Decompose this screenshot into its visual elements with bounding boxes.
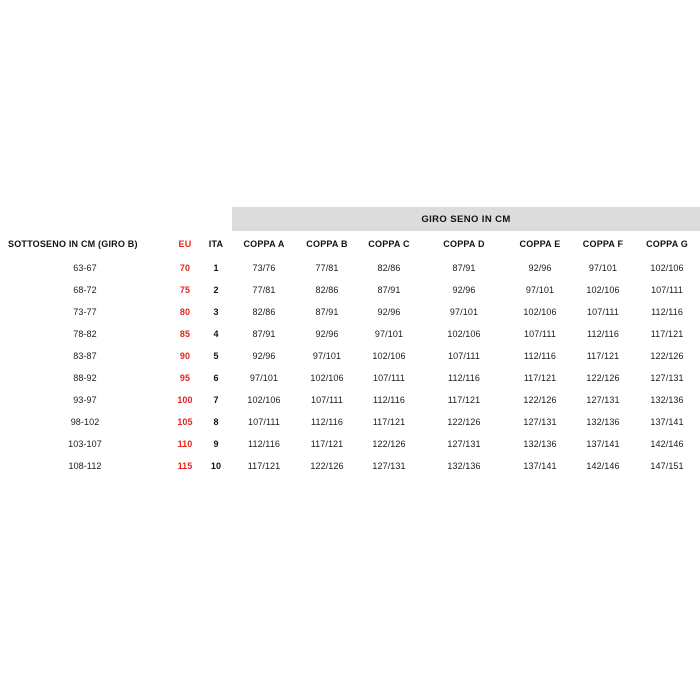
table-row: [0, 345, 700, 367]
cell-eu: 85: [179, 329, 191, 339]
cell-coppa-d: 107/111: [448, 351, 480, 361]
cell-coppa-a: 97/101: [249, 373, 279, 383]
cell-coppa-e: 97/101: [525, 285, 555, 295]
cell-coppa-c: 127/131: [372, 461, 406, 471]
cell-sottoseno: 73-77: [73, 307, 97, 317]
cell-coppa-f: 127/131: [586, 395, 620, 405]
banner-spacer: [0, 207, 232, 231]
cell-sottoseno: 83-87: [73, 351, 97, 361]
cell-coppa-c: 97/101: [374, 329, 404, 339]
cell-coppa-g: 127/131: [650, 373, 684, 383]
cell-eu: 75: [179, 285, 191, 295]
cell-ita: 10: [210, 461, 222, 471]
cell-coppa-g: 117/121: [650, 329, 684, 339]
cell-sottoseno: 63-67: [73, 263, 97, 273]
cell-eu: 90: [179, 351, 191, 361]
cell-coppa-a: 82/86: [252, 307, 276, 317]
cell-eu: 100: [177, 395, 193, 405]
cell-coppa-b: 87/91: [315, 307, 339, 317]
cell-coppa-g: 142/146: [650, 439, 684, 449]
cell-coppa-e: 117/121: [523, 373, 557, 383]
table-row: [0, 301, 700, 323]
table-row: [0, 257, 700, 279]
cell-coppa-b: 102/106: [310, 373, 344, 383]
header-coppa-d: COPPA D: [443, 239, 485, 249]
cell-eu: 115: [177, 461, 193, 471]
cell-ita: 2: [213, 285, 219, 295]
cell-coppa-b: 82/86: [315, 285, 339, 295]
table-row: [0, 279, 700, 301]
cell-coppa-d: 97/101: [449, 307, 479, 317]
cell-ita: 1: [213, 263, 219, 273]
cell-coppa-c: 107/111: [373, 373, 405, 383]
cell-coppa-d: 102/106: [447, 329, 481, 339]
cell-coppa-g: 147/151: [650, 461, 684, 471]
header-row: [0, 231, 700, 257]
cell-coppa-c: 102/106: [372, 351, 406, 361]
cell-coppa-e: 92/96: [528, 263, 552, 273]
cell-coppa-b: 112/116: [311, 417, 343, 427]
cell-coppa-a: 112/116: [248, 439, 280, 449]
cell-coppa-b: 77/81: [315, 263, 339, 273]
banner-giro-seno: GIRO SENO IN CM: [232, 207, 700, 231]
cell-ita: 6: [213, 373, 219, 383]
cell-eu: 80: [179, 307, 191, 317]
cell-coppa-a: 107/111: [248, 417, 280, 427]
cell-coppa-c: 92/96: [377, 307, 401, 317]
cell-coppa-g: 112/116: [651, 307, 683, 317]
cell-coppa-c: 112/116: [373, 395, 405, 405]
cell-coppa-f: 137/141: [586, 439, 620, 449]
cell-ita: 8: [213, 417, 219, 427]
cell-coppa-f: 97/101: [588, 263, 618, 273]
cell-coppa-d: 92/96: [452, 285, 476, 295]
cell-sottoseno: 78-82: [73, 329, 97, 339]
cell-coppa-a: 87/91: [252, 329, 276, 339]
header-coppa-a: COPPA A: [243, 239, 285, 249]
size-chart-table: [0, 207, 700, 477]
cell-coppa-e: 137/141: [523, 461, 557, 471]
header-coppa-c: COPPA C: [368, 239, 410, 249]
cell-coppa-b: 97/101: [312, 351, 342, 361]
cell-coppa-a: 77/81: [252, 285, 276, 295]
cell-coppa-d: 122/126: [447, 417, 481, 427]
cell-coppa-g: 132/136: [650, 395, 684, 405]
cell-coppa-c: 82/86: [377, 263, 401, 273]
cell-sottoseno: 68-72: [73, 285, 97, 295]
table-row: [0, 367, 700, 389]
cell-coppa-d: 132/136: [447, 461, 481, 471]
cell-sottoseno: 93-97: [73, 395, 97, 405]
cell-coppa-a: 117/121: [247, 461, 281, 471]
cell-coppa-d: 112/116: [448, 373, 480, 383]
cell-coppa-e: 107/111: [524, 329, 556, 339]
cell-sottoseno: 108-112: [68, 461, 102, 471]
cell-eu: 70: [179, 263, 191, 273]
table-row: [0, 323, 700, 345]
cell-coppa-f: 102/106: [586, 285, 620, 295]
header-coppa-b: COPPA B: [306, 239, 348, 249]
cell-coppa-e: 112/116: [524, 351, 556, 361]
cell-ita: 3: [213, 307, 219, 317]
cell-coppa-f: 112/116: [587, 329, 619, 339]
cell-coppa-g: 137/141: [650, 417, 684, 427]
cell-coppa-d: 117/121: [447, 395, 481, 405]
header-coppa-e: COPPA E: [519, 239, 561, 249]
table-row: [0, 389, 700, 411]
cell-coppa-f: 142/146: [586, 461, 620, 471]
cell-eu: 105: [177, 417, 193, 427]
cell-coppa-g: 102/106: [650, 263, 684, 273]
cell-ita: 7: [213, 395, 219, 405]
cell-ita: 9: [213, 439, 219, 449]
table-row: [0, 455, 700, 477]
banner-row: [0, 207, 700, 231]
header-coppa-g: COPPA G: [646, 239, 688, 249]
cell-ita: 4: [213, 329, 219, 339]
cell-coppa-d: 87/91: [452, 263, 476, 273]
cell-coppa-b: 107/111: [311, 395, 343, 405]
header-coppa-f: COPPA F: [582, 239, 624, 249]
size-table-container: [0, 207, 700, 477]
cell-ita: 5: [213, 351, 219, 361]
cell-coppa-e: 127/131: [523, 417, 557, 427]
cell-coppa-f: 107/111: [587, 307, 619, 317]
cell-eu: 95: [179, 373, 191, 383]
cell-coppa-b: 92/96: [315, 329, 339, 339]
cell-coppa-f: 117/121: [586, 351, 620, 361]
cell-eu: 110: [177, 439, 193, 449]
header-sottoseno: SOTTOSENO IN CM (GIRO B): [8, 239, 138, 249]
cell-coppa-e: 122/126: [523, 395, 557, 405]
cell-coppa-e: 102/106: [523, 307, 557, 317]
cell-sottoseno: 103-107: [68, 439, 102, 449]
cell-sottoseno: 98-102: [70, 417, 100, 427]
cell-coppa-g: 122/126: [650, 351, 684, 361]
cell-coppa-c: 87/91: [377, 285, 401, 295]
cell-coppa-c: 122/126: [372, 439, 406, 449]
cell-coppa-b: 117/121: [310, 439, 344, 449]
header-eu: EU: [178, 239, 192, 249]
cell-coppa-f: 132/136: [586, 417, 620, 427]
cell-sottoseno: 88-92: [73, 373, 97, 383]
header-ita: ITA: [208, 239, 224, 249]
cell-coppa-d: 127/131: [447, 439, 481, 449]
cell-coppa-b: 122/126: [310, 461, 344, 471]
cell-coppa-c: 117/121: [372, 417, 406, 427]
table-row: [0, 433, 700, 455]
cell-coppa-g: 107/111: [651, 285, 683, 295]
cell-coppa-e: 132/136: [523, 439, 557, 449]
cell-coppa-a: 92/96: [252, 351, 276, 361]
cell-coppa-a: 102/106: [247, 395, 281, 405]
cell-coppa-f: 122/126: [586, 373, 620, 383]
cell-coppa-a: 73/76: [252, 263, 276, 273]
table-row: [0, 411, 700, 433]
